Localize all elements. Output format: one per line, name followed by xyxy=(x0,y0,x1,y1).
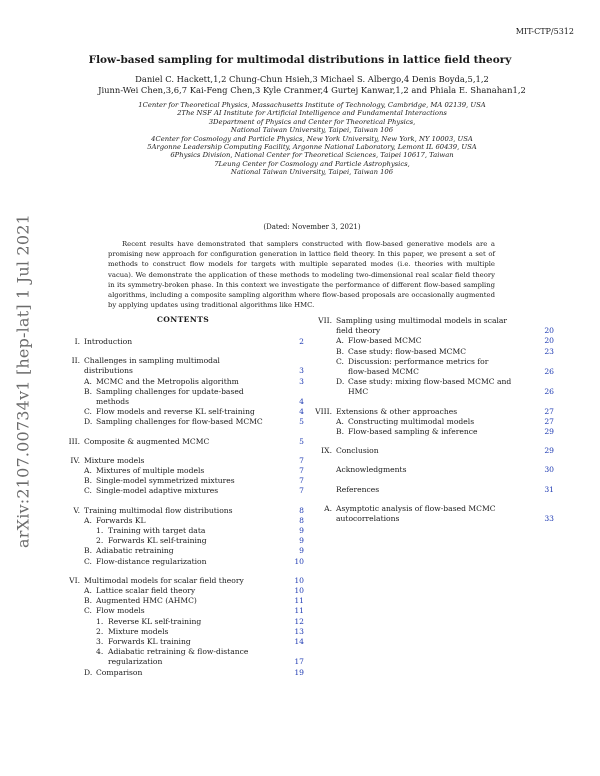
toc-section-entry[interactable] xyxy=(62,356,304,366)
toc-number: 1. xyxy=(96,526,104,536)
toc-number: A. xyxy=(84,515,92,525)
toc-page-link[interactable]: 2 xyxy=(299,337,304,346)
toc-title: Flow-distance regularization xyxy=(96,556,207,566)
toc-section xyxy=(62,337,304,347)
toc-page-link[interactable]: 26 xyxy=(544,367,554,377)
toc-number: A. xyxy=(324,503,332,513)
toc-subsection-entry[interactable] xyxy=(62,466,304,476)
toc-title: Challenges in sampling multimodal xyxy=(84,356,220,366)
toc-number: A. xyxy=(336,336,344,346)
toc-subsection-entry[interactable] xyxy=(62,377,304,387)
toc-number xyxy=(314,485,336,495)
toc-title: Flow-based sampling & inference xyxy=(348,427,478,437)
toc-subsection-entry[interactable] xyxy=(314,417,554,427)
toc-subsection-entry[interactable] xyxy=(62,546,304,556)
toc-title: Case study: flow-based MCMC xyxy=(348,346,467,356)
toc-page-link[interactable]: 5 xyxy=(299,417,304,427)
toc-number: A. xyxy=(84,586,92,596)
arxiv-stamp xyxy=(8,195,38,567)
toc-section-entry[interactable] xyxy=(314,485,554,495)
toc-subsection-entry[interactable] xyxy=(62,557,304,567)
toc-section-continuation xyxy=(62,366,304,376)
toc-title: autocorrelations xyxy=(336,514,400,524)
toc-right-column xyxy=(314,316,554,524)
toc-title: Augmented HMC (AHMC) xyxy=(96,596,197,606)
toc-page-link[interactable] xyxy=(280,647,304,657)
toc-title: References xyxy=(336,484,380,494)
toc-subsubsection-entry[interactable] xyxy=(62,647,304,657)
toc-page-link[interactable]: 17 xyxy=(294,657,304,667)
toc-page-link[interactable]: 33 xyxy=(544,514,554,524)
affiliation: 4Center for Cosmology and Particle Physics, New York University, New York, NY 10003, USA xyxy=(151,134,473,143)
toc-page-link[interactable]: 23 xyxy=(544,346,554,356)
toc-number: B. xyxy=(336,427,344,437)
toc-section-entry[interactable] xyxy=(62,337,304,347)
toc-page-link[interactable]: 5 xyxy=(299,436,304,446)
authors-line-1: Daniel C. Hackett,1,2 Chung-Chun Hsieh,3 Michael S. Albergo,4 Denis Boyda,5,1,2 xyxy=(135,74,489,84)
toc-number: 2. xyxy=(96,626,104,636)
toc-title: Sampling challenges for flow-based MCMC xyxy=(96,417,263,427)
toc-number: III. xyxy=(68,436,80,446)
toc-section-continuation xyxy=(314,326,554,336)
toc-page-link[interactable]: 9 xyxy=(299,546,304,556)
toc-section xyxy=(314,504,554,524)
affiliation: 2The NSF AI Institute for Artificial Intelligence and Fundamental Interactions xyxy=(177,109,447,118)
toc-page-link[interactable]: 10 xyxy=(294,586,304,596)
toc-subsection-entry[interactable] xyxy=(62,586,304,596)
toc-left-column xyxy=(62,337,304,678)
toc-page-link[interactable]: 20 xyxy=(544,336,554,346)
paper-title: Flow-based sampling for multimodal distributions in lattice field theory xyxy=(88,54,512,66)
toc-title: HMC xyxy=(348,387,369,397)
arxiv-id: arXiv:2107.00734v1 [hep-lat] 1 Jul 2021 xyxy=(13,214,33,548)
toc-subsubsection-entry[interactable] xyxy=(62,526,304,536)
toc-title: regularization xyxy=(108,657,163,667)
toc-title: Forwards KL xyxy=(96,515,146,525)
toc-section xyxy=(62,506,304,567)
toc-number: 3. xyxy=(96,637,104,647)
toc-page-link[interactable]: 29 xyxy=(544,446,554,456)
toc-subsection-entry[interactable] xyxy=(62,387,304,397)
toc-title: Extensions & other approaches xyxy=(336,406,458,416)
toc-number: C. xyxy=(84,486,92,496)
toc-subsection-entry[interactable] xyxy=(314,357,554,367)
toc-page-link[interactable]: 7 xyxy=(299,486,304,496)
toc-subsubsection-entry[interactable] xyxy=(62,627,304,637)
toc-number: C. xyxy=(84,407,92,417)
toc-number xyxy=(314,465,336,475)
toc-section xyxy=(314,465,554,475)
toc-subsection-continuation xyxy=(314,387,554,397)
toc-title: Comparison xyxy=(96,667,143,677)
toc-subsection-entry[interactable] xyxy=(314,336,554,346)
toc-title: Asymptotic analysis of flow-based MCMC xyxy=(336,503,496,513)
toc-section xyxy=(62,356,304,427)
toc-number: D. xyxy=(84,667,93,677)
toc-number: B. xyxy=(84,386,92,396)
toc-section-entry[interactable] xyxy=(314,504,554,514)
contents-heading: CONTENTS xyxy=(156,315,210,324)
toc-number: A. xyxy=(336,416,344,426)
toc-page-link[interactable]: 8 xyxy=(299,515,304,525)
toc-number: 1. xyxy=(96,616,104,626)
toc-subsection-entry[interactable] xyxy=(62,606,304,616)
toc-number: C. xyxy=(336,356,344,366)
toc-title: Sampling using multimodal models in scalar xyxy=(336,316,508,325)
toc-subsection-continuation xyxy=(62,397,304,407)
toc-number: VIII. xyxy=(315,406,332,416)
toc-number: C. xyxy=(84,606,92,616)
toc-page-link[interactable]: 11 xyxy=(294,606,304,616)
abstract: Recent results have demonstrated that samplers constructed with flow-based generative models are a promising new approach for configuration generation in lattice field theory. In this paper, we present a set of methods to construct flow models for targets with multiple separated modes (i.e. theories with multiple vacua). We demonstrate the application of these methods to modeling two-dimensional real scalar field theory in its symmetry-broken phase. In this context we investigate the performance of different flow-based sampling algorithms, including a composite sampling algorithm where flow-based proposals are occasionally augmented by applying updates using traditional algorithms like HMC. xyxy=(108,240,495,310)
toc-title: Lattice scalar field theory xyxy=(96,586,196,596)
toc-page-link[interactable] xyxy=(280,387,304,397)
toc-title: Case study: mixing flow-based MCMC and xyxy=(348,377,512,387)
toc-title: Mixture models xyxy=(84,455,145,465)
toc-number: B. xyxy=(84,596,92,606)
toc-title: Forwards KL training xyxy=(108,637,191,647)
toc-title: Single-model adaptive mixtures xyxy=(96,486,219,496)
toc-subsubsection-entry[interactable] xyxy=(62,637,304,647)
toc-page-link[interactable]: 13 xyxy=(294,626,304,636)
toc-subsection-entry[interactable] xyxy=(62,596,304,606)
toc-number: 4. xyxy=(96,647,104,657)
toc-section-entry[interactable] xyxy=(62,456,304,466)
toc-subsection-entry[interactable] xyxy=(62,668,304,678)
toc-subsubsection-entry[interactable] xyxy=(62,536,304,546)
toc-title: Reverse KL self-training xyxy=(108,616,202,626)
toc-title: Sampling challenges for update-based xyxy=(96,386,244,396)
affiliation: National Taiwan University, Taipei, Taiwan 106 xyxy=(230,168,394,177)
toc-page-link[interactable]: 11 xyxy=(294,596,304,606)
toc-page-link[interactable]: 7 xyxy=(299,476,304,486)
affiliation: 1Center for Theoretical Physics, Massachusetts Institute of Technology, Cambridge, MA 02139, USA xyxy=(138,101,486,109)
author-list xyxy=(64,74,560,96)
toc-subsection-entry[interactable] xyxy=(62,476,304,486)
toc-number: V. xyxy=(73,505,80,515)
toc-section-entry[interactable] xyxy=(314,465,554,475)
toc-title: Discussion: performance metrics for xyxy=(348,356,489,366)
toc-page-link[interactable]: 9 xyxy=(299,536,304,546)
toc-title: Constructing multimodal models xyxy=(348,416,475,426)
toc-number: VII. xyxy=(318,316,332,325)
date-line: (Dated: November 3, 2021) xyxy=(263,223,361,231)
toc-section-entry[interactable] xyxy=(314,407,554,417)
toc-section xyxy=(314,485,554,495)
toc-title: Flow models xyxy=(96,606,145,616)
toc-number: A. xyxy=(84,466,92,476)
toc-number: D. xyxy=(84,417,93,427)
toc-page-link[interactable]: 20 xyxy=(544,326,554,336)
toc-title: methods xyxy=(96,397,129,407)
toc-page-link[interactable]: 31 xyxy=(544,484,554,494)
toc-page-link[interactable]: 3 xyxy=(299,376,304,386)
toc-page-link[interactable] xyxy=(530,377,554,387)
toc-page-link[interactable]: 9 xyxy=(299,526,304,536)
toc-title: flow-based MCMC xyxy=(348,367,419,377)
affiliation: 6Physics Division, National Center for Theoretical Sciences, Taipei 10617, Taiwan xyxy=(170,151,454,160)
toc-section xyxy=(314,446,554,456)
toc-number: B. xyxy=(84,546,92,556)
toc-subsection-entry[interactable] xyxy=(62,407,304,417)
toc-section xyxy=(62,576,304,678)
toc-number xyxy=(62,366,84,376)
authors-line-2: Jiunn-Wei Chen,3,6,7 Kai-Feng Chen,3 Kyle Cranmer,4 Gurtej Kanwar,1,2 and Phiala E. Shanahan1,2 xyxy=(98,85,526,95)
toc-subsubsection-continuation xyxy=(62,657,304,667)
toc-number: IV. xyxy=(70,455,80,465)
toc-title: Introduction xyxy=(84,337,133,346)
toc-subsection-entry[interactable] xyxy=(314,377,554,387)
toc-section-entry[interactable] xyxy=(62,437,304,447)
toc-title: Training multimodal flow distributions xyxy=(84,505,233,515)
toc-page-link[interactable]: 10 xyxy=(294,575,304,585)
toc-page-link[interactable]: 30 xyxy=(544,465,554,475)
toc-number: C. xyxy=(84,556,92,566)
toc-page-link[interactable]: 10 xyxy=(294,556,304,566)
toc-page-link[interactable]: 14 xyxy=(294,637,304,647)
toc-page-link[interactable]: 19 xyxy=(294,667,304,677)
toc-number: D. xyxy=(336,377,345,387)
toc-number xyxy=(314,514,336,524)
toc-subsection-entry[interactable] xyxy=(314,347,554,357)
report-number: MIT-CTP/5312 xyxy=(515,27,574,36)
toc-section xyxy=(62,456,304,497)
toc-title: Composite & augmented MCMC xyxy=(84,436,210,446)
toc-section xyxy=(62,437,304,447)
toc-section-entry[interactable] xyxy=(62,506,304,516)
toc-section xyxy=(314,316,554,398)
toc-title: Mixture models xyxy=(108,626,169,636)
toc-subsection-entry[interactable] xyxy=(62,417,304,427)
toc-page-link[interactable]: 7 xyxy=(299,466,304,476)
toc-number: A. xyxy=(84,376,92,386)
toc-title: Single-model symmetrized mixtures xyxy=(96,476,235,486)
toc-section-entry[interactable] xyxy=(314,446,554,456)
toc-subsubsection-entry[interactable] xyxy=(62,617,304,627)
toc-subsection-entry[interactable] xyxy=(62,486,304,496)
toc-number: IX. xyxy=(321,446,332,456)
toc-subsection-entry[interactable] xyxy=(62,516,304,526)
toc-subsection-continuation xyxy=(314,367,554,377)
affiliation: National Taiwan University, Taipei, Taiwan 106 xyxy=(230,126,394,135)
toc-title: Forwards KL self-training xyxy=(108,536,207,546)
toc-page-link[interactable]: 27 xyxy=(544,416,554,426)
toc-number: II. xyxy=(71,356,80,366)
toc-page-link[interactable]: 7 xyxy=(299,455,304,465)
toc-number: VI. xyxy=(69,575,80,585)
toc-section-entry[interactable] xyxy=(62,576,304,586)
toc-title: Conclusion xyxy=(336,446,379,456)
toc-page-link[interactable]: 27 xyxy=(544,406,554,416)
affiliation: 5Argonne Leadership Computing Facility, Argonne National Laboratory, Lemont IL 60439, USA xyxy=(147,143,477,152)
toc-title: field theory xyxy=(336,326,381,336)
toc-title: Mixtures of multiple models xyxy=(96,466,205,476)
toc-title: Flow models and reverse KL self-training xyxy=(96,407,255,417)
toc-number xyxy=(314,326,336,336)
toc-page-link[interactable]: 12 xyxy=(294,616,304,626)
toc-title: Multimodal models for scalar field theory xyxy=(84,575,244,585)
toc-page-link[interactable] xyxy=(530,504,554,514)
affiliation: 7Leung Center for Cosmology and Particle Astrophysics, xyxy=(214,159,410,168)
toc-number: I. xyxy=(74,337,80,346)
toc-title: Adiabatic retraining & flow-distance xyxy=(108,647,249,657)
toc-page-link[interactable] xyxy=(530,316,554,326)
toc-title: Adiabatic retraining xyxy=(96,546,174,556)
toc-title: MCMC and the Metropolis algorithm xyxy=(96,376,239,386)
toc-section-entry[interactable] xyxy=(314,316,554,326)
toc-section xyxy=(314,407,554,438)
affiliations xyxy=(64,101,560,177)
toc-section-continuation xyxy=(314,514,554,524)
toc-page-link[interactable]: 3 xyxy=(299,366,304,376)
toc-page-link[interactable]: 29 xyxy=(544,427,554,437)
toc-page-link[interactable]: 4 xyxy=(299,407,304,417)
toc-number: 2. xyxy=(96,536,104,546)
toc-page-link[interactable]: 8 xyxy=(299,505,304,515)
affiliation: 3Department of Physics and Center for Theoretical Physics, xyxy=(208,117,416,126)
toc-title: Flow-based MCMC xyxy=(348,336,422,346)
toc-page-link[interactable] xyxy=(530,357,554,367)
toc-number: B. xyxy=(84,476,92,486)
toc-subsection-entry[interactable] xyxy=(314,427,554,437)
toc-title: distributions xyxy=(84,366,133,376)
toc-number: B. xyxy=(336,346,344,356)
toc-page-link[interactable] xyxy=(280,356,304,366)
toc-title: Training with target data xyxy=(108,526,206,536)
toc-page-link[interactable]: 4 xyxy=(299,397,304,407)
toc-page-link[interactable]: 26 xyxy=(544,387,554,397)
toc-title: Acknowledgments xyxy=(336,465,407,475)
